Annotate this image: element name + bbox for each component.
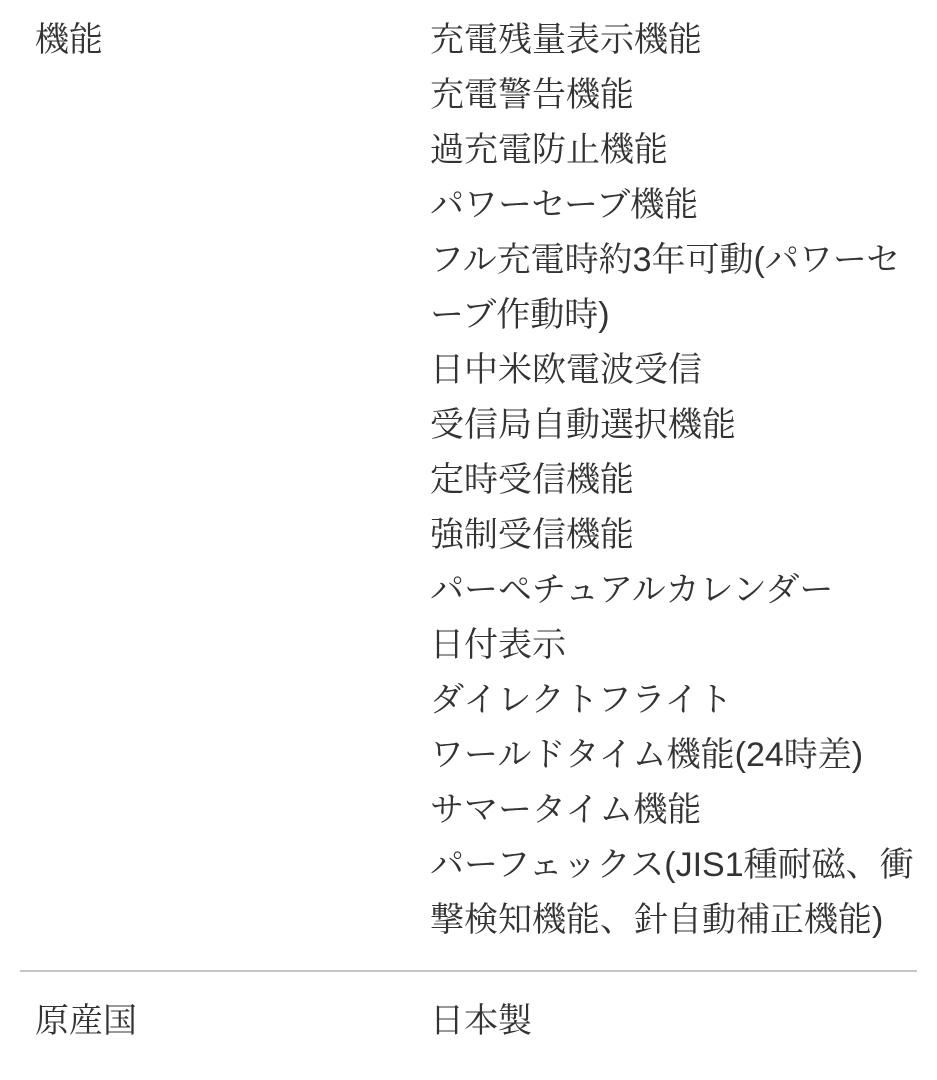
feature-item: ワールドタイム機能(24時差)	[430, 736, 864, 774]
feature-item: 日付表示	[430, 626, 566, 664]
feature-item: 強制受信機能	[430, 516, 634, 554]
spec-row-origin	[20, 972, 917, 1079]
spec-value-origin	[430, 994, 917, 1049]
spec-label-origin: 原産国	[35, 1002, 137, 1040]
feature-item: フル充電時約3年可動(パワーセーブ作動時)	[430, 241, 901, 334]
feature-item: パーフェックス(JIS1種耐磁、衝撃検知機能、針自動補正機能)	[430, 846, 914, 939]
feature-item: サマータイム機能	[430, 791, 702, 829]
feature-item: 受信局自動選択機能	[430, 406, 736, 444]
spec-row-features	[20, 0, 917, 970]
feature-item: 充電警告機能	[430, 76, 634, 114]
feature-item: パワーセーブ機能	[430, 186, 699, 224]
feature-item: 日中米欧電波受信	[430, 351, 702, 389]
feature-item: 充電残量表示機能	[430, 21, 702, 59]
feature-item: ダイレクトフライト	[430, 681, 733, 719]
spec-label-features: 機能	[35, 21, 103, 59]
feature-item: パーペチュアルカレンダー	[430, 571, 834, 609]
feature-item: 過充電防止機能	[430, 131, 668, 169]
feature-item: 定時受信機能	[430, 461, 634, 499]
spec-value-features	[430, 13, 917, 948]
origin-value: 日本製	[430, 1002, 532, 1040]
